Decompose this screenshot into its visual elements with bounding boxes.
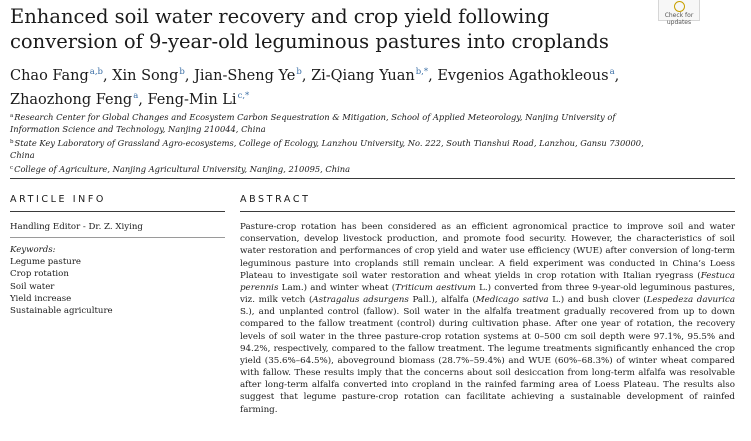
author-affil-mark[interactable]: c,*	[237, 91, 250, 101]
abstract-segment: S.), and unplanted control (fallow). Soil water in the alfalfa treatment gradually recovered from up to down compared to the fallow treatment (control) during cultivation phase. After one year of rotation, the recovery levels of soil water in the three pasture-crop rotation systems at 0–500 cm soil depth were 97.1%, 95.5% and 94.2%, respectively, compared to the fallow treatment. The legume treatments significantly enhanced the crop yield (35.6%–64.5%), aboveground biomass (28.7%–59.4%) and WUE (60%–68.3%) of winter wheat compared with fallow. These results imply that the concerns about soil desiccation from long-term alfalfa was resolvable after long-term alfalfa converted into cropland in the rainfed farming area of Loess Plateau. The results also suggest that legume pasture-crop rotation can facilitate achieving a sustainable development of rainfed farming.	[240, 307, 735, 415]
abstract-segment: Lam.) and winter wheat (	[278, 282, 396, 293]
author-affil-mark[interactable]: b	[296, 67, 302, 77]
abstract-segment: L.) and bush clover (	[548, 295, 647, 306]
author-1[interactable]: Chao Fang$^{a,b}$	[10, 67, 103, 84]
editor-divider	[10, 237, 225, 238]
article-info-divider	[10, 211, 225, 212]
keyword-item: Legume pasture	[10, 257, 82, 268]
affiliation-b: $^b$State Key Laboratory of Grassland Agro-ecosystems, College of Ecology, Lanzhou University, No. 222, South Tianshui Road, Lanzhou, Gansu 730000, China	[10, 137, 644, 161]
species-name: Astragalus adsurgens	[312, 295, 409, 306]
badge-line-2: updates	[666, 19, 692, 26]
author-7[interactable]: Feng-Min $Li^{c,*}$	[147, 91, 250, 108]
abstract-heading: ABSTRACT	[240, 194, 311, 205]
article-title: Enhanced soil water recovery and crop yield following conversion of 9-year-old leguminous pastures into croplands	[10, 5, 609, 53]
author-4[interactable]: Zi-Qiang Yuan$^{b,*}$	[311, 67, 429, 84]
author-affil-mark[interactable]: a	[133, 91, 139, 101]
author-affil-mark[interactable]: a,b	[89, 67, 103, 77]
abstract-text	[240, 221, 735, 416]
author-6[interactable]: Zhaozhong Feng$^a$	[10, 91, 139, 108]
author-2[interactable]: Xin Song$^b$	[112, 67, 185, 84]
affiliation-list	[10, 110, 650, 175]
affiliation-c: $^c$College of Agriculture, Nanjing Agricultural University, Nanjing, 210095, China	[10, 163, 351, 174]
keywords-section	[10, 244, 225, 317]
affiliation-a: $^a$Research Center for Global Changes and Ecosystem Carbon Sequestration & Mitigation, School of Applied Meteorology, Nanjing University of Information Science and Technology, Nanjing 210044, China	[10, 112, 616, 135]
species-name: Lespedeza davurica	[646, 295, 736, 306]
check-for-updates-badge[interactable]	[658, 0, 700, 26]
keyword-item: Yield increase	[10, 293, 72, 304]
author-3[interactable]: Jian-Sheng Ye$^b$	[194, 67, 302, 84]
keywords-label: Keywords:	[10, 245, 56, 255]
author-affil-mark[interactable]: a	[609, 67, 615, 77]
handling-editor: Handling Editor - Dr. Z. Xiying	[10, 222, 143, 232]
author-affil-mark[interactable]: b,*	[415, 67, 429, 77]
article-info-heading: ARTICLE INFO	[10, 194, 107, 205]
keyword-item: Soil water	[10, 281, 55, 292]
species-name: Triticum aestivum	[395, 282, 476, 293]
author-affil-mark[interactable]: b	[179, 67, 185, 77]
update-check-icon	[674, 1, 685, 12]
species-name: Festuca perennis	[240, 270, 735, 293]
abstract-segment: L.) converted from three 9-year-old leguminous pastures, viz. milk vetch (	[240, 282, 735, 306]
keyword-item: Sustainable agriculture	[10, 306, 113, 317]
badge-line-1: Check for	[664, 12, 694, 19]
author-5[interactable]: Evgenios Agathokleous$^a$	[437, 67, 615, 84]
header-divider	[10, 178, 735, 179]
abstract-segment: Pasture-crop rotation has been considered as an efficient agronomical practice to improve soil and water conservation, develop livestock production, and promote food security. However, the characteristics of soil water restoration and performances of crop yield and water use efficiency (WUE) after conversion of long-term leguminous pasture into croplands still remain unclear. A field experiment was conducted in China’s Loess Plateau to investigate soil water restoration and wheat yields in crop rotation with Italian ryegrass (	[240, 222, 735, 281]
author-list: Chao Fang$^{a,b}$, Xin Song$^b$, Jian-Sheng Ye$^b$, Zi-Qiang Yuan$^{b,*}$, Evgenios Agathokleous$^a$, Zhaozhong Feng$^a$, Feng-Min $Li^{c,*}$	[10, 67, 620, 108]
abstract-segment: Pall.), alfalfa (	[408, 295, 476, 306]
keyword-item: Crop rotation	[10, 269, 69, 280]
species-name: Medicago sativa	[475, 295, 549, 306]
abstract-divider	[240, 211, 735, 212]
